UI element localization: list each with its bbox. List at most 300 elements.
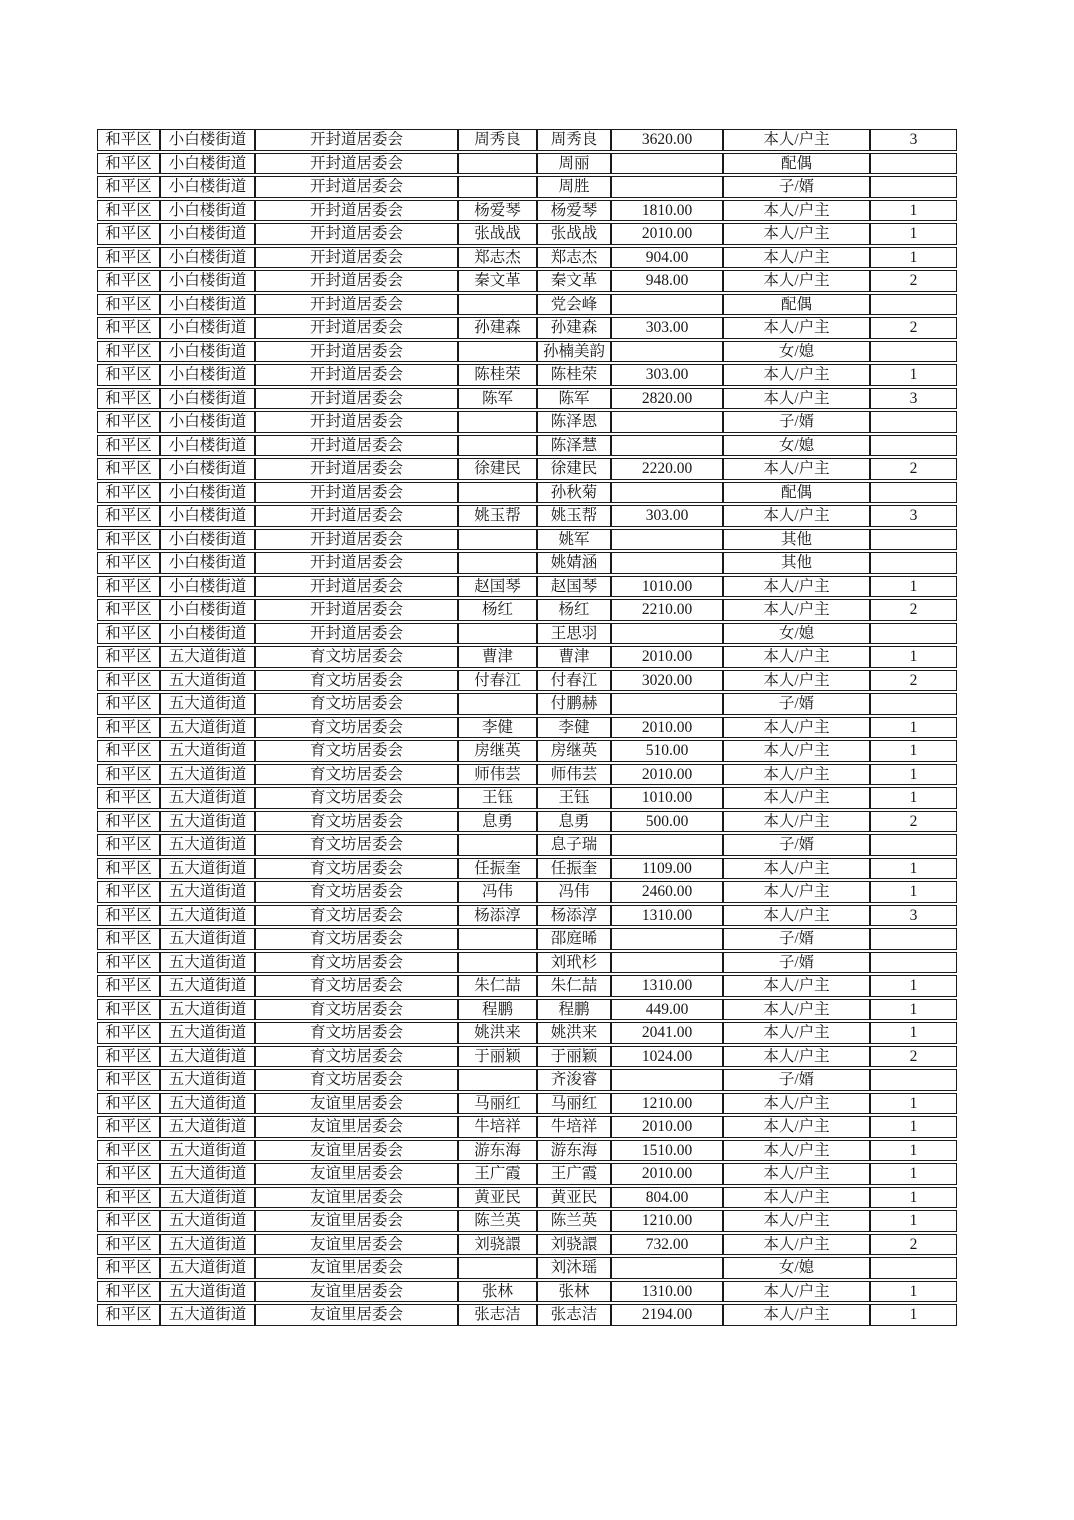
cell-payee-name: 付春江 xyxy=(458,670,537,692)
cell-street: 五大道街道 xyxy=(160,881,255,903)
cell-district: 和平区 xyxy=(97,1187,160,1209)
cell-committee: 友谊里居委会 xyxy=(255,1257,458,1279)
cell-member-name: 游东海 xyxy=(537,1140,611,1162)
cell-payee-name xyxy=(458,411,537,433)
cell-amount xyxy=(611,176,723,198)
cell-relation: 本人/户主 xyxy=(723,905,870,927)
cell-count: 1 xyxy=(870,881,957,903)
cell-committee: 开封道居委会 xyxy=(255,623,458,645)
cell-amount: 1310.00 xyxy=(611,905,723,927)
cell-amount: 1010.00 xyxy=(611,787,723,809)
cell-relation: 本人/户主 xyxy=(723,975,870,997)
cell-street: 五大道街道 xyxy=(160,740,255,762)
cell-count: 2 xyxy=(870,1046,957,1068)
cell-member-name: 曹津 xyxy=(537,646,611,668)
cell-street: 五大道街道 xyxy=(160,1069,255,1091)
cell-amount: 2010.00 xyxy=(611,1116,723,1138)
cell-district: 和平区 xyxy=(97,388,160,410)
cell-relation: 子/婿 xyxy=(723,693,870,715)
cell-payee-name xyxy=(458,952,537,974)
cell-count xyxy=(870,482,957,504)
cell-member-name: 冯伟 xyxy=(537,881,611,903)
cell-payee-name: 刘骁譞 xyxy=(458,1234,537,1256)
cell-street: 五大道街道 xyxy=(160,670,255,692)
cell-street: 五大道街道 xyxy=(160,975,255,997)
cell-district: 和平区 xyxy=(97,223,160,245)
cell-district: 和平区 xyxy=(97,247,160,269)
cell-street: 五大道街道 xyxy=(160,1281,255,1303)
cell-relation: 本人/户主 xyxy=(723,1187,870,1209)
table-row xyxy=(97,1093,957,1115)
cell-committee: 开封道居委会 xyxy=(255,576,458,598)
cell-payee-name: 陈兰英 xyxy=(458,1210,537,1232)
cell-committee: 育文坊居委会 xyxy=(255,975,458,997)
cell-member-name: 张战战 xyxy=(537,223,611,245)
cell-member-name: 王广霞 xyxy=(537,1163,611,1185)
cell-street: 五大道街道 xyxy=(160,905,255,927)
cell-district: 和平区 xyxy=(97,270,160,292)
cell-district: 和平区 xyxy=(97,905,160,927)
table-row xyxy=(97,1163,957,1185)
cell-relation: 配偶 xyxy=(723,153,870,175)
cell-street: 小白楼街道 xyxy=(160,294,255,316)
cell-member-name: 党会峰 xyxy=(537,294,611,316)
cell-district: 和平区 xyxy=(97,740,160,762)
table-row xyxy=(97,787,957,809)
cell-street: 五大道街道 xyxy=(160,928,255,950)
cell-district: 和平区 xyxy=(97,153,160,175)
table-row xyxy=(97,411,957,433)
cell-district: 和平区 xyxy=(97,317,160,339)
table-row xyxy=(97,858,957,880)
table-row xyxy=(97,129,957,151)
cell-payee-name: 曹津 xyxy=(458,646,537,668)
cell-member-name: 杨添淳 xyxy=(537,905,611,927)
cell-street: 五大道街道 xyxy=(160,1304,255,1326)
cell-street: 小白楼街道 xyxy=(160,458,255,480)
cell-count: 1 xyxy=(870,1304,957,1326)
cell-count xyxy=(870,552,957,574)
cell-payee-name: 牛培祥 xyxy=(458,1116,537,1138)
cell-member-name: 程鹏 xyxy=(537,999,611,1021)
table-row xyxy=(97,1140,957,1162)
cell-relation: 子/婿 xyxy=(723,928,870,950)
cell-payee-name xyxy=(458,153,537,175)
cell-count xyxy=(870,529,957,551)
cell-relation: 子/婿 xyxy=(723,411,870,433)
cell-relation: 本人/户主 xyxy=(723,1046,870,1068)
cell-member-name: 周丽 xyxy=(537,153,611,175)
cell-member-name: 刘骁譞 xyxy=(537,1234,611,1256)
cell-street: 五大道街道 xyxy=(160,1140,255,1162)
cell-district: 和平区 xyxy=(97,764,160,786)
cell-amount: 2010.00 xyxy=(611,223,723,245)
table-row xyxy=(97,693,957,715)
cell-count: 2 xyxy=(870,270,957,292)
table-row xyxy=(97,881,957,903)
cell-district: 和平区 xyxy=(97,200,160,222)
cell-district: 和平区 xyxy=(97,1093,160,1115)
cell-amount: 1210.00 xyxy=(611,1093,723,1115)
cell-payee-name: 于丽颖 xyxy=(458,1046,537,1068)
cell-relation: 子/婿 xyxy=(723,834,870,856)
cell-street: 五大道街道 xyxy=(160,717,255,739)
cell-payee-name xyxy=(458,834,537,856)
cell-amount: 2041.00 xyxy=(611,1022,723,1044)
cell-payee-name: 冯伟 xyxy=(458,881,537,903)
cell-relation: 本人/户主 xyxy=(723,1210,870,1232)
cell-street: 五大道街道 xyxy=(160,646,255,668)
cell-payee-name: 朱仁喆 xyxy=(458,975,537,997)
cell-payee-name: 马丽红 xyxy=(458,1093,537,1115)
cell-payee-name: 姚玉帮 xyxy=(458,505,537,527)
cell-payee-name: 姚洪来 xyxy=(458,1022,537,1044)
cell-payee-name xyxy=(458,693,537,715)
cell-payee-name xyxy=(458,623,537,645)
cell-relation: 女/媳 xyxy=(723,435,870,457)
cell-member-name: 息勇 xyxy=(537,811,611,833)
cell-member-name: 孙秋菊 xyxy=(537,482,611,504)
cell-district: 和平区 xyxy=(97,482,160,504)
cell-count: 2 xyxy=(870,670,957,692)
cell-street: 小白楼街道 xyxy=(160,176,255,198)
cell-member-name: 息子瑞 xyxy=(537,834,611,856)
cell-member-name: 赵国琴 xyxy=(537,576,611,598)
cell-count xyxy=(870,176,957,198)
cell-payee-name: 杨爱琴 xyxy=(458,200,537,222)
cell-district: 和平区 xyxy=(97,1163,160,1185)
table-row xyxy=(97,717,957,739)
cell-district: 和平区 xyxy=(97,294,160,316)
cell-member-name: 周秀良 xyxy=(537,129,611,151)
cell-committee: 育文坊居委会 xyxy=(255,717,458,739)
cell-committee: 友谊里居委会 xyxy=(255,1304,458,1326)
cell-member-name: 陈桂荣 xyxy=(537,364,611,386)
cell-member-name: 孙建森 xyxy=(537,317,611,339)
cell-payee-name: 张林 xyxy=(458,1281,537,1303)
cell-count xyxy=(870,952,957,974)
cell-committee: 友谊里居委会 xyxy=(255,1187,458,1209)
cell-payee-name: 杨添淳 xyxy=(458,905,537,927)
cell-district: 和平区 xyxy=(97,1116,160,1138)
cell-relation: 子/婿 xyxy=(723,176,870,198)
cell-payee-name: 房继英 xyxy=(458,740,537,762)
cell-relation: 本人/户主 xyxy=(723,717,870,739)
cell-relation: 本人/户主 xyxy=(723,129,870,151)
cell-amount: 1109.00 xyxy=(611,858,723,880)
cell-committee: 开封道居委会 xyxy=(255,364,458,386)
cell-street: 五大道街道 xyxy=(160,1210,255,1232)
cell-committee: 育文坊居委会 xyxy=(255,905,458,927)
cell-street: 五大道街道 xyxy=(160,834,255,856)
cell-amount: 2010.00 xyxy=(611,1163,723,1185)
cell-payee-name: 王广霞 xyxy=(458,1163,537,1185)
cell-street: 小白楼街道 xyxy=(160,247,255,269)
cell-amount xyxy=(611,529,723,551)
cell-payee-name: 游东海 xyxy=(458,1140,537,1162)
cell-count: 1 xyxy=(870,576,957,598)
cell-committee: 育文坊居委会 xyxy=(255,1069,458,1091)
cell-member-name: 姚玉帮 xyxy=(537,505,611,527)
cell-count: 1 xyxy=(870,975,957,997)
cell-district: 和平区 xyxy=(97,1022,160,1044)
cell-district: 和平区 xyxy=(97,1234,160,1256)
cell-street: 五大道街道 xyxy=(160,1093,255,1115)
cell-relation: 本人/户主 xyxy=(723,999,870,1021)
table-row xyxy=(97,1281,957,1303)
cell-street: 小白楼街道 xyxy=(160,411,255,433)
cell-member-name: 于丽颖 xyxy=(537,1046,611,1068)
cell-committee: 开封道居委会 xyxy=(255,200,458,222)
cell-committee: 开封道居委会 xyxy=(255,153,458,175)
cell-street: 五大道街道 xyxy=(160,1116,255,1138)
cell-committee: 育文坊居委会 xyxy=(255,764,458,786)
cell-amount xyxy=(611,952,723,974)
cell-amount: 510.00 xyxy=(611,740,723,762)
cell-committee: 开封道居委会 xyxy=(255,458,458,480)
cell-count: 2 xyxy=(870,458,957,480)
cell-street: 五大道街道 xyxy=(160,952,255,974)
table-row xyxy=(97,505,957,527)
cell-street: 五大道街道 xyxy=(160,693,255,715)
cell-committee: 育文坊居委会 xyxy=(255,858,458,880)
cell-relation: 本人/户主 xyxy=(723,200,870,222)
table-row xyxy=(97,905,957,927)
cell-street: 小白楼街道 xyxy=(160,505,255,527)
cell-count: 1 xyxy=(870,787,957,809)
cell-committee: 开封道居委会 xyxy=(255,270,458,292)
cell-amount xyxy=(611,1257,723,1279)
cell-street: 小白楼街道 xyxy=(160,388,255,410)
cell-committee: 开封道居委会 xyxy=(255,482,458,504)
cell-member-name: 房继英 xyxy=(537,740,611,762)
cell-payee-name xyxy=(458,341,537,363)
cell-district: 和平区 xyxy=(97,1257,160,1279)
cell-payee-name: 黄亚民 xyxy=(458,1187,537,1209)
cell-street: 小白楼街道 xyxy=(160,482,255,504)
cell-payee-name xyxy=(458,1257,537,1279)
cell-relation: 女/媳 xyxy=(723,341,870,363)
table-row xyxy=(97,270,957,292)
cell-relation: 本人/户主 xyxy=(723,740,870,762)
cell-amount: 2194.00 xyxy=(611,1304,723,1326)
cell-committee: 育文坊居委会 xyxy=(255,881,458,903)
cell-amount: 904.00 xyxy=(611,247,723,269)
cell-street: 小白楼街道 xyxy=(160,153,255,175)
cell-count xyxy=(870,1257,957,1279)
cell-payee-name: 张志洁 xyxy=(458,1304,537,1326)
cell-payee-name: 陈军 xyxy=(458,388,537,410)
cell-street: 小白楼街道 xyxy=(160,576,255,598)
cell-street: 五大道街道 xyxy=(160,787,255,809)
cell-member-name: 马丽红 xyxy=(537,1093,611,1115)
cell-relation: 本人/户主 xyxy=(723,811,870,833)
cell-payee-name xyxy=(458,928,537,950)
cell-relation: 本人/户主 xyxy=(723,858,870,880)
cell-committee: 友谊里居委会 xyxy=(255,1163,458,1185)
cell-member-name: 张志洁 xyxy=(537,1304,611,1326)
cell-count: 1 xyxy=(870,1187,957,1209)
cell-committee: 开封道居委会 xyxy=(255,435,458,457)
cell-amount: 449.00 xyxy=(611,999,723,1021)
cell-relation: 本人/户主 xyxy=(723,317,870,339)
cell-amount: 1510.00 xyxy=(611,1140,723,1162)
cell-payee-name xyxy=(458,529,537,551)
cell-count xyxy=(870,294,957,316)
cell-count xyxy=(870,928,957,950)
cell-amount: 1024.00 xyxy=(611,1046,723,1068)
cell-payee-name: 师伟芸 xyxy=(458,764,537,786)
table-row xyxy=(97,623,957,645)
cell-relation: 本人/户主 xyxy=(723,1281,870,1303)
cell-payee-name xyxy=(458,552,537,574)
cell-member-name: 牛培祥 xyxy=(537,1116,611,1138)
cell-committee: 育文坊居委会 xyxy=(255,740,458,762)
cell-payee-name: 王钰 xyxy=(458,787,537,809)
cell-committee: 开封道居委会 xyxy=(255,223,458,245)
cell-count: 3 xyxy=(870,388,957,410)
cell-payee-name: 息勇 xyxy=(458,811,537,833)
cell-member-name: 付春江 xyxy=(537,670,611,692)
cell-count: 1 xyxy=(870,999,957,1021)
cell-street: 小白楼街道 xyxy=(160,341,255,363)
cell-member-name: 徐建民 xyxy=(537,458,611,480)
cell-member-name: 孙楠美韵 xyxy=(537,341,611,363)
table-row xyxy=(97,153,957,175)
cell-relation: 本人/户主 xyxy=(723,881,870,903)
table-row xyxy=(97,1187,957,1209)
cell-count: 1 xyxy=(870,1022,957,1044)
cell-amount: 2010.00 xyxy=(611,764,723,786)
cell-street: 五大道街道 xyxy=(160,1163,255,1185)
cell-street: 五大道街道 xyxy=(160,1187,255,1209)
cell-relation: 配偶 xyxy=(723,482,870,504)
cell-committee: 开封道居委会 xyxy=(255,294,458,316)
table-row xyxy=(97,740,957,762)
cell-district: 和平区 xyxy=(97,1046,160,1068)
table-row xyxy=(97,223,957,245)
cell-relation: 女/媳 xyxy=(723,1257,870,1279)
cell-amount xyxy=(611,482,723,504)
cell-count: 1 xyxy=(870,717,957,739)
cell-amount: 2010.00 xyxy=(611,646,723,668)
cell-amount xyxy=(611,1069,723,1091)
cell-member-name: 黄亚民 xyxy=(537,1187,611,1209)
cell-district: 和平区 xyxy=(97,834,160,856)
cell-member-name: 杨爱琴 xyxy=(537,200,611,222)
table-row xyxy=(97,294,957,316)
cell-district: 和平区 xyxy=(97,693,160,715)
cell-district: 和平区 xyxy=(97,646,160,668)
table-row xyxy=(97,670,957,692)
cell-district: 和平区 xyxy=(97,599,160,621)
cell-district: 和平区 xyxy=(97,952,160,974)
cell-committee: 友谊里居委会 xyxy=(255,1281,458,1303)
cell-relation: 本人/户主 xyxy=(723,576,870,598)
cell-amount xyxy=(611,411,723,433)
cell-payee-name: 秦文革 xyxy=(458,270,537,292)
table-row xyxy=(97,1022,957,1044)
table-row xyxy=(97,529,957,551)
cell-district: 和平区 xyxy=(97,552,160,574)
cell-count: 1 xyxy=(870,1163,957,1185)
cell-committee: 育文坊居委会 xyxy=(255,834,458,856)
cell-count xyxy=(870,693,957,715)
table-row xyxy=(97,458,957,480)
table-row xyxy=(97,435,957,457)
cell-member-name: 姚洪来 xyxy=(537,1022,611,1044)
cell-committee: 友谊里居委会 xyxy=(255,1116,458,1138)
cell-street: 五大道街道 xyxy=(160,1022,255,1044)
cell-street: 五大道街道 xyxy=(160,1257,255,1279)
cell-amount: 2820.00 xyxy=(611,388,723,410)
cell-payee-name xyxy=(458,435,537,457)
cell-count xyxy=(870,341,957,363)
table-row xyxy=(97,317,957,339)
cell-payee-name: 任振奎 xyxy=(458,858,537,880)
cell-committee: 开封道居委会 xyxy=(255,247,458,269)
cell-street: 小白楼街道 xyxy=(160,623,255,645)
cell-committee: 友谊里居委会 xyxy=(255,1140,458,1162)
resident-subsidy-table xyxy=(97,127,957,1328)
cell-street: 小白楼街道 xyxy=(160,529,255,551)
cell-payee-name xyxy=(458,176,537,198)
cell-member-name: 刘玳杉 xyxy=(537,952,611,974)
cell-member-name: 师伟芸 xyxy=(537,764,611,786)
cell-relation: 本人/户主 xyxy=(723,646,870,668)
cell-street: 小白楼街道 xyxy=(160,200,255,222)
cell-member-name: 姚军 xyxy=(537,529,611,551)
table-row xyxy=(97,1116,957,1138)
cell-district: 和平区 xyxy=(97,1140,160,1162)
cell-committee: 友谊里居委会 xyxy=(255,1234,458,1256)
cell-payee-name: 杨红 xyxy=(458,599,537,621)
cell-payee-name: 李健 xyxy=(458,717,537,739)
cell-district: 和平区 xyxy=(97,999,160,1021)
cell-count xyxy=(870,834,957,856)
cell-count: 2 xyxy=(870,599,957,621)
table-row xyxy=(97,999,957,1021)
cell-count xyxy=(870,153,957,175)
cell-street: 五大道街道 xyxy=(160,858,255,880)
cell-committee: 开封道居委会 xyxy=(255,341,458,363)
cell-district: 和平区 xyxy=(97,1281,160,1303)
cell-street: 小白楼街道 xyxy=(160,552,255,574)
cell-member-name: 张林 xyxy=(537,1281,611,1303)
cell-committee: 育文坊居委会 xyxy=(255,928,458,950)
cell-amount: 1310.00 xyxy=(611,1281,723,1303)
table-row xyxy=(97,811,957,833)
cell-district: 和平区 xyxy=(97,458,160,480)
cell-count: 3 xyxy=(870,905,957,927)
cell-committee: 育文坊居委会 xyxy=(255,693,458,715)
cell-count: 1 xyxy=(870,364,957,386)
cell-amount xyxy=(611,435,723,457)
cell-member-name: 邵庭晞 xyxy=(537,928,611,950)
table-row xyxy=(97,200,957,222)
cell-count: 3 xyxy=(870,129,957,151)
table-row xyxy=(97,552,957,574)
cell-district: 和平区 xyxy=(97,505,160,527)
cell-committee: 开封道居委会 xyxy=(255,176,458,198)
cell-amount: 1810.00 xyxy=(611,200,723,222)
table-row xyxy=(97,1234,957,1256)
cell-payee-name: 赵国琴 xyxy=(458,576,537,598)
cell-payee-name: 孙建森 xyxy=(458,317,537,339)
cell-payee-name: 张战战 xyxy=(458,223,537,245)
cell-committee: 育文坊居委会 xyxy=(255,646,458,668)
table-row xyxy=(97,341,957,363)
